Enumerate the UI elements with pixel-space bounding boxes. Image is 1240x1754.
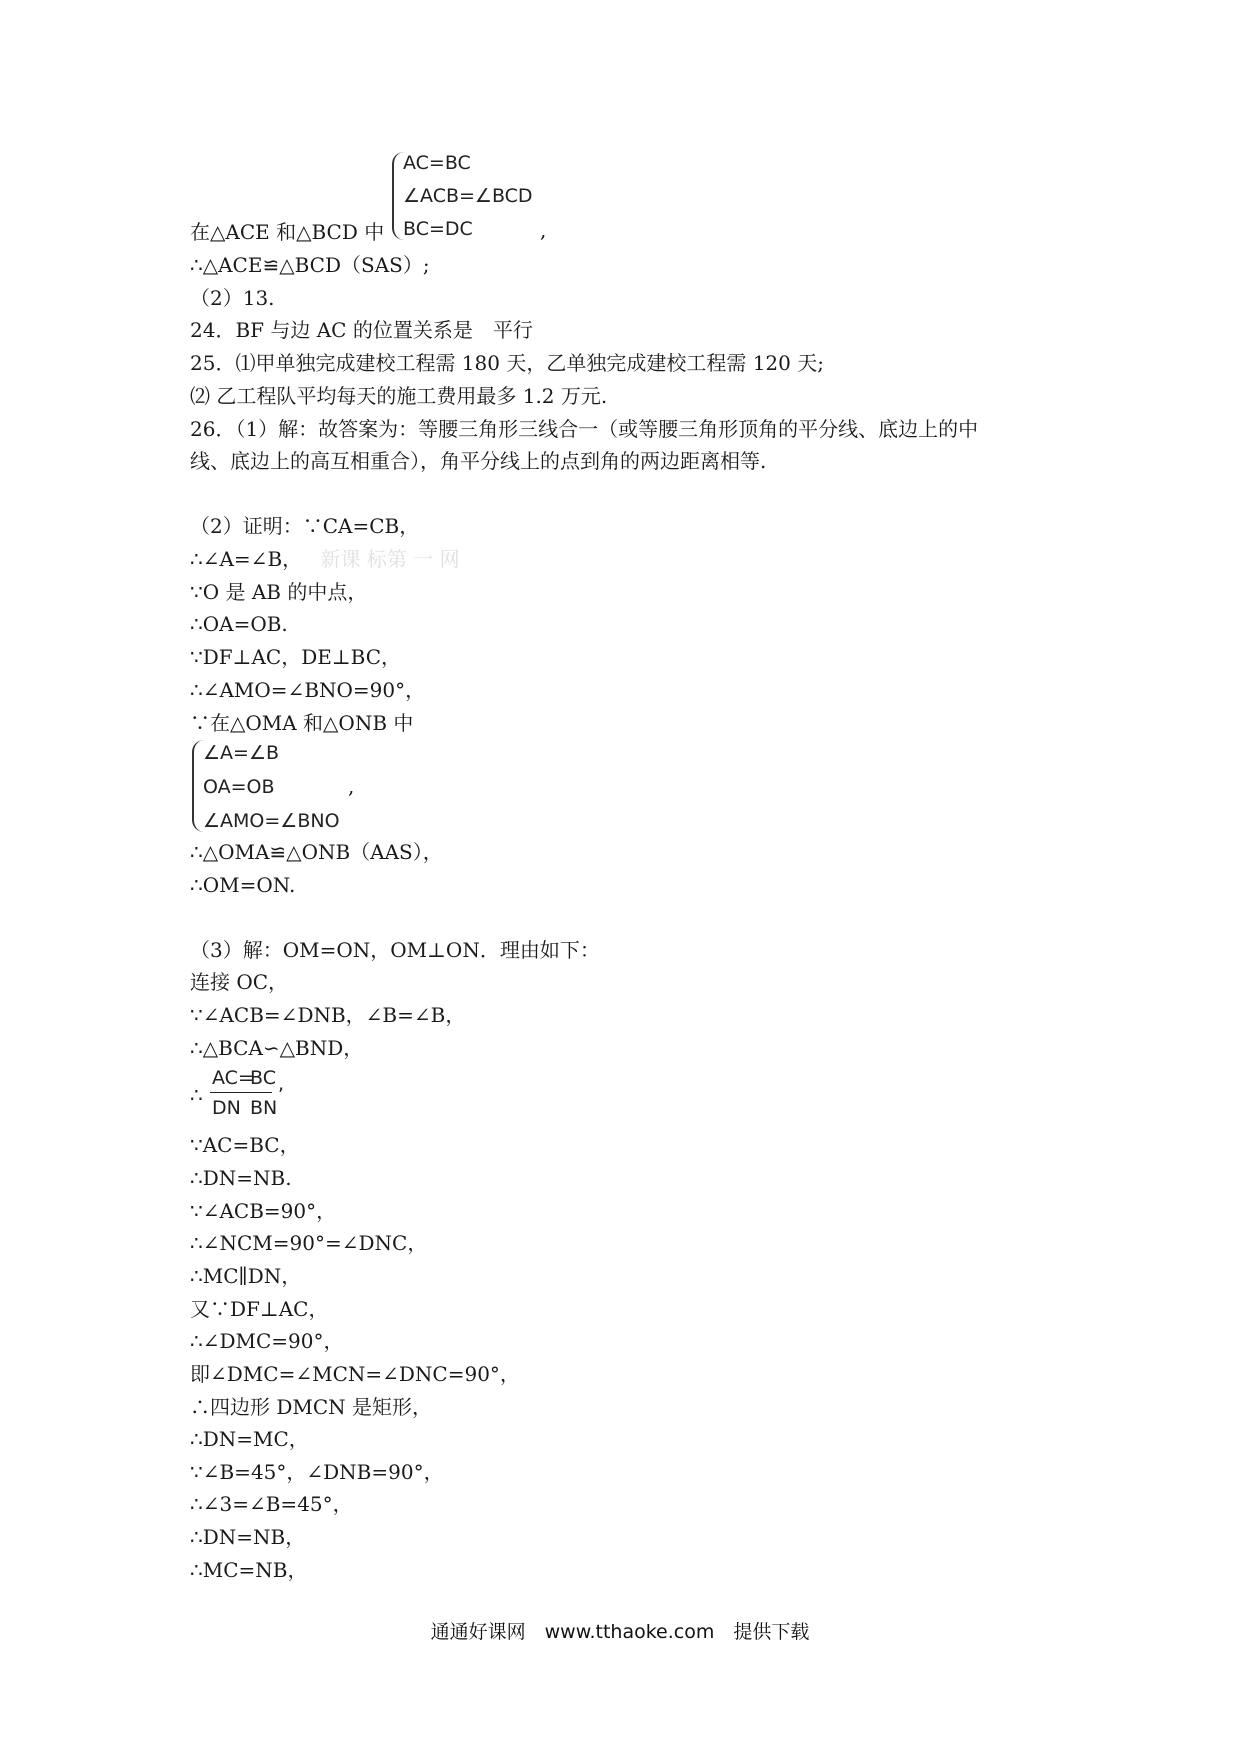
comma: , bbox=[278, 1073, 285, 1095]
text-line: ∵O 是 AB 的中点， bbox=[190, 580, 368, 604]
text-line: ∵在△OMA 和△ONB 中 bbox=[190, 711, 414, 735]
text-line: ∴∠NCM=90°=∠DNC， bbox=[190, 1231, 428, 1255]
text-line: ∵∠ACB=90°， bbox=[190, 1199, 337, 1223]
text-line: ∴MC∥DN， bbox=[190, 1264, 302, 1288]
text-line: ∴∠AMO=∠BNO=90°， bbox=[190, 678, 426, 702]
text-line: ∵DF⊥AC，DE⊥BC， bbox=[190, 645, 402, 669]
text-line bbox=[190, 547, 460, 571]
system-row: OA=OB bbox=[203, 776, 275, 798]
system-suffix: , bbox=[540, 218, 547, 242]
text-line: ∴OM=ON. bbox=[190, 873, 296, 897]
page-footer: 通通好课网 www.tthaoke.com 提供下载 bbox=[430, 1621, 810, 1643]
text-line: ∴∠DMC=90°， bbox=[190, 1329, 344, 1353]
text-line: ∴△OMA≌△ONB（AAS）， bbox=[190, 840, 443, 864]
text-line: ∴DN=NB. bbox=[190, 1166, 292, 1190]
text-line: 即∠DMC=∠MCN=∠DNC=90°， bbox=[190, 1362, 520, 1386]
fraction-denominator: DN bbox=[212, 1097, 241, 1119]
text-line: 又∵DF⊥AC， bbox=[190, 1297, 329, 1321]
text-line: （3）解：OM=ON，OM⊥ON．理由如下： bbox=[190, 938, 600, 962]
text-line: （2）13. bbox=[190, 286, 275, 310]
fraction-numerator-2: BC bbox=[250, 1067, 276, 1089]
text-line: 线、底边上的高互相重合），角平分线上的点到角的两边距离相等. bbox=[190, 449, 767, 473]
watermark: 新课 标第 一 网 bbox=[320, 547, 460, 571]
text-line: ∴DN=NB， bbox=[190, 1525, 306, 1549]
system-row: ∠A=∠B bbox=[203, 742, 280, 764]
fraction-numerator: AC bbox=[212, 1067, 238, 1089]
text-line: ∴△ACE≌△BCD（SAS）; bbox=[190, 253, 430, 277]
text-line: 24．BF 与边 AC 的位置关系是 平行 bbox=[190, 318, 533, 342]
text-line: ∵∠ACB=∠DNB，∠B=∠B， bbox=[190, 1003, 466, 1027]
text-line: ∴MC=NB， bbox=[190, 1558, 308, 1582]
text-line-main: ∴∠A=∠B， bbox=[190, 547, 303, 571]
system-row: AC=BC bbox=[403, 152, 471, 174]
system-prefix: 在△ACE 和△BCD 中 bbox=[190, 220, 385, 244]
text-line: ∵AC=BC， bbox=[190, 1133, 300, 1157]
text-line: ∵∠B=45°，∠DNB=90°， bbox=[190, 1460, 444, 1484]
text-line: 26．（1）解：故答案为：等腰三角形三线合一（或等腰三角形顶角的平分线、底边上的中 bbox=[190, 417, 979, 441]
fraction-bar bbox=[210, 1092, 272, 1093]
system-row: ∠AMO=∠BNO bbox=[203, 810, 340, 832]
system-row: BC=DC bbox=[403, 218, 473, 240]
system-suffix: , bbox=[348, 774, 355, 798]
fraction-equation bbox=[190, 1065, 310, 1125]
text-line: ∴△BCA∽△BND， bbox=[190, 1036, 364, 1060]
fraction-denominator-2: BN bbox=[250, 1097, 278, 1119]
text-line: 25．⑴甲单独完成建校工程需 180 天，乙单独完成建校工程需 120 天; bbox=[190, 351, 824, 375]
therefore-symbol: ∴ bbox=[190, 1083, 203, 1107]
text-line: 连接 OC， bbox=[190, 970, 289, 994]
text-line: ∴∠3=∠B=45°， bbox=[190, 1492, 353, 1516]
text-line: ∴四边形 DMCN 是矩形， bbox=[190, 1395, 433, 1419]
text-line: （2）证明：∵CA=CB， bbox=[190, 514, 420, 538]
equals-sign: = bbox=[238, 1067, 254, 1089]
text-line: ∴DN=MC， bbox=[190, 1427, 309, 1451]
text-line: ∴OA=OB. bbox=[190, 612, 288, 636]
system-row: ∠ACB=∠BCD bbox=[403, 185, 533, 207]
text-line: ⑵ 乙工程队平均每天的施工费用最多 1.2 万元. bbox=[190, 384, 608, 408]
